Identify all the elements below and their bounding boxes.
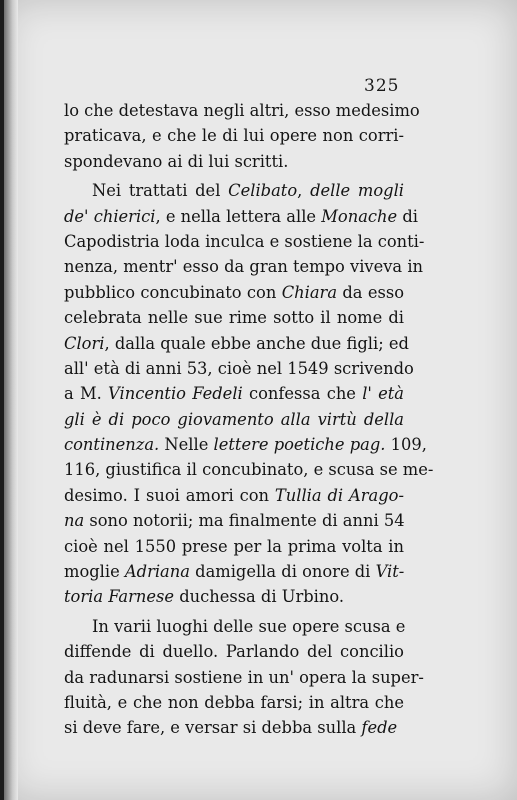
italic-segment: na	[64, 511, 85, 531]
text-line	[64, 178, 404, 203]
page-number: 325	[364, 76, 400, 96]
text-segment: sono notorii; ma finalmente di anni 54	[84, 511, 405, 531]
text-segment: di	[397, 206, 418, 226]
text-line	[64, 305, 404, 330]
italic-segment: Adriana	[124, 562, 190, 582]
text-line	[64, 204, 418, 229]
text-line	[64, 331, 409, 356]
text-segment: 116, giustifica il concubinato, e scusa se me-	[64, 460, 434, 480]
text-segment: all' età di anni 53, cioè nel 1549 scrivendo	[64, 358, 414, 378]
text-segment: celebrata nelle sue rime sotto il nome di	[64, 308, 404, 328]
italic-segment: de' chierici	[64, 206, 156, 226]
text-segment: Nei trattati del	[92, 181, 229, 201]
text-segment: a M.	[64, 384, 109, 404]
text-line	[64, 614, 404, 639]
text-segment: , dalla quale ebbe anche due figli; ed	[104, 333, 409, 353]
text-segment: moglie	[64, 562, 125, 582]
text-line	[64, 407, 404, 432]
italic-segment: Tullia di Arago-	[274, 485, 404, 505]
text-line	[64, 584, 404, 609]
italic-segment: gli è di poco giovamento alla virtù della	[64, 409, 404, 429]
page-gutter-shadow	[4, 0, 18, 800]
italic-segment: Chiara	[281, 282, 338, 302]
text-line	[64, 149, 404, 174]
text-segment: desimo. I suoi amori con	[64, 485, 275, 505]
italic-segment: Monache	[321, 206, 398, 226]
italic-segment: l' età	[362, 384, 404, 404]
text-segment: praticava, e che le di lui opere non corri-	[64, 126, 404, 146]
italic-segment: delle mogli	[310, 181, 404, 201]
italic-segment: Celibato	[228, 181, 298, 201]
text-segment: In varii luoghi delle sue opere scusa e	[92, 616, 406, 636]
text-segment: diffende di duello. Parlando del concilio	[64, 642, 404, 662]
text-line	[64, 98, 420, 123]
text-line	[64, 280, 404, 305]
text-segment: da radunarsi sostiene in un' opera la super-	[64, 667, 424, 687]
text-line	[64, 483, 404, 508]
text-line	[64, 457, 434, 482]
italic-segment: fede	[361, 718, 398, 738]
text-line	[64, 715, 404, 740]
text-segment: spondevano ai di lui scritti.	[64, 151, 289, 171]
text-line	[64, 229, 425, 254]
paragraph	[64, 178, 434, 610]
paragraph	[64, 614, 424, 741]
text-segment: ,	[297, 181, 311, 201]
text-segment: 109,	[385, 435, 427, 455]
text-line	[64, 254, 424, 279]
text-line	[64, 381, 404, 406]
text-line	[64, 559, 404, 584]
paragraph	[64, 98, 420, 174]
italic-segment: lettere poetiche pag.	[213, 435, 386, 455]
text-line	[64, 432, 427, 457]
italic-segment: Clori	[64, 333, 105, 353]
italic-segment: continenza.	[64, 435, 160, 455]
text-segment: da esso	[337, 282, 404, 302]
book-page	[4, 0, 517, 800]
text-segment: fluità, e che non debba farsi; in altra che	[64, 692, 404, 712]
text-segment: damigella di onore di	[189, 562, 376, 582]
text-line	[64, 639, 404, 664]
text-segment: Nelle	[159, 435, 214, 455]
text-line	[64, 356, 414, 381]
italic-segment: toria Farnese	[64, 587, 175, 607]
text-segment: duchessa di Urbino.	[174, 587, 345, 607]
italic-segment: Vincentio Fedeli	[108, 384, 243, 404]
text-segment: pubblico concubinato con	[64, 282, 282, 302]
text-segment: Capodistria loda inculca e sostiene la conti-	[64, 231, 425, 251]
body-text	[64, 98, 434, 741]
text-line	[64, 123, 404, 148]
text-line	[64, 665, 424, 690]
text-segment: si deve fare, e versar si debba sulla	[64, 718, 362, 738]
text-segment: , e nella lettera alle	[155, 206, 322, 226]
text-segment: confessa che	[242, 384, 363, 404]
italic-segment: Vit-	[375, 562, 405, 582]
text-segment: lo che detestava negli altri, esso medesimo	[64, 101, 420, 120]
text-line	[64, 690, 404, 715]
text-segment: cioè nel 1550 prese per la prima volta in	[64, 536, 404, 556]
text-line	[64, 534, 404, 559]
text-line	[64, 508, 404, 533]
text-segment: nenza, mentr' esso da gran tempo viveva in	[64, 257, 424, 277]
